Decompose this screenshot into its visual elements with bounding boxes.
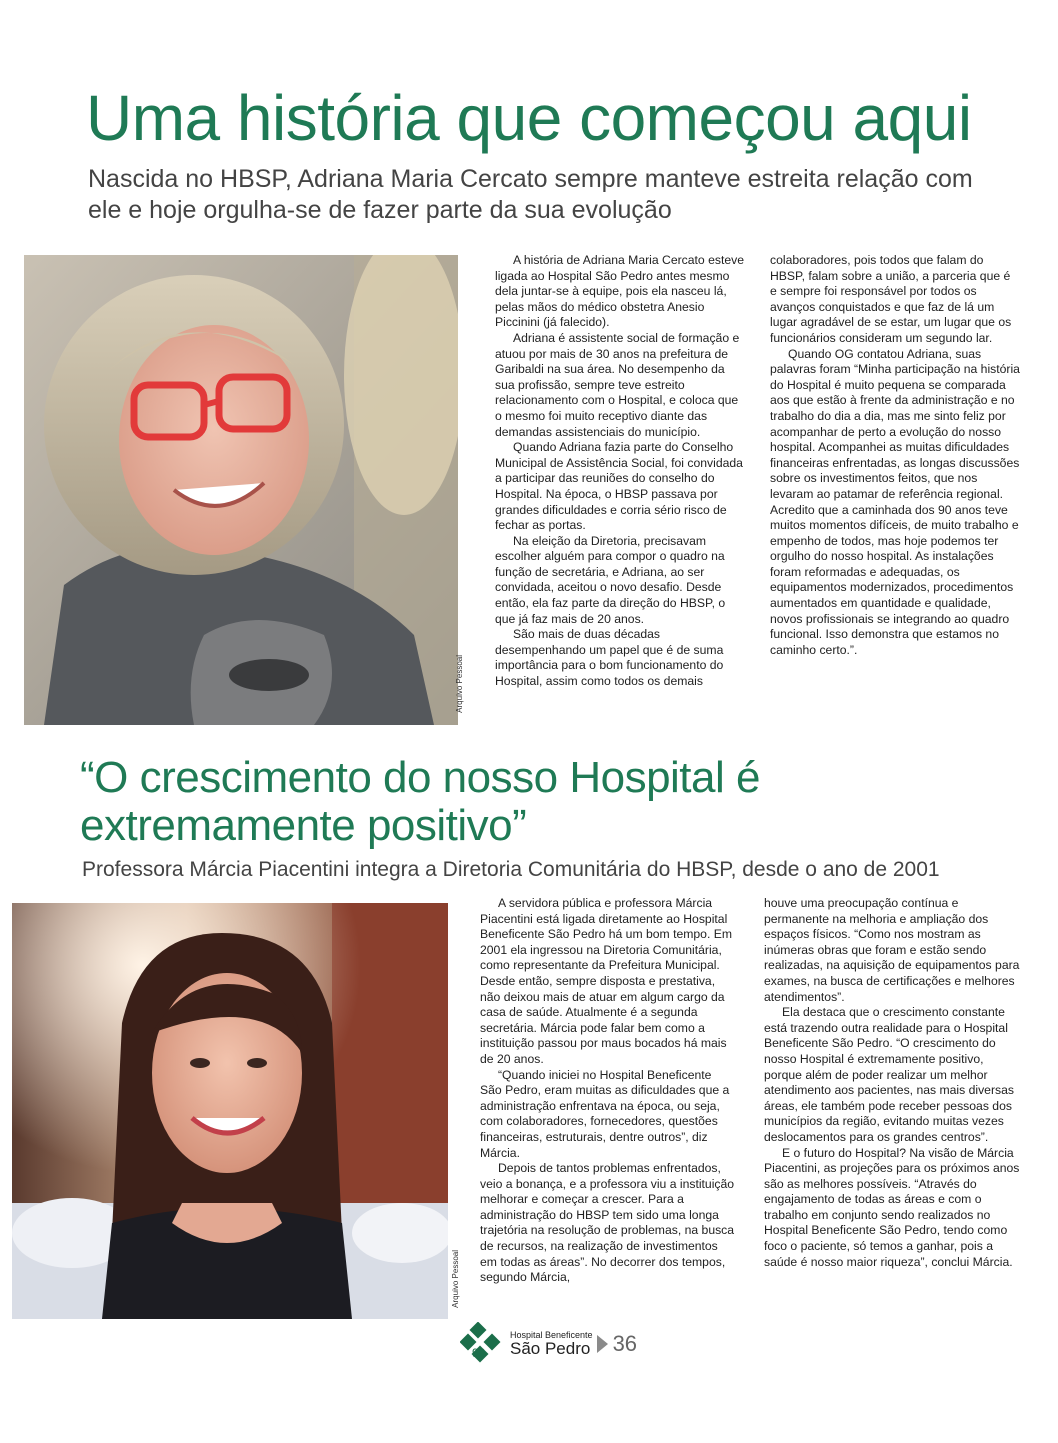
logo-badge: 90	[472, 1346, 486, 1360]
article1-paragraph: São mais de duas décadas desempenhando um papel que é de suma importância para o bom funcionamento do Hospital, assim como todos os demais	[495, 627, 724, 689]
article2-column-1	[480, 896, 736, 1286]
logo-small-text: Hospital Beneficente	[510, 1330, 593, 1340]
article1-paragraph: Adriana é assistente social de formação e atuou por mais de 30 anos na prefeitura de Garibaldi na sua área. No desempenho da sua profissão, sempre teve estreito relacionamento com o Hospital, e coloca que o mesmo foi muito receptivo diante das demandas assistenciais do município.	[495, 330, 740, 439]
article1-paragraph: Quando Adriana fazia parte do Conselho Municipal de Assistência Social, foi convidada a participar das reuniões do conselho do Hospital. Na época, o HBSP passava por grandes dificuldades e corria sério risco de fechar as portas.	[495, 440, 743, 533]
article1-paragraph: Na eleição da Diretoria, precisavam escolher alguém para compor o quadro na função de secretária, e Adriana, ao ser convidada, aceitou o novo desafio. Desde então, ela faz parte da direção do HBSP, o que já faz mais de 20 anos.	[495, 533, 726, 626]
article2-paragraph: Ela destaca que o crescimento constante está trazendo outra realidade para o Hospital Beneficente São Pedro. “O crescimento do nosso Hospital é extremamente positivo, porque além de poder realizar um melhor atendimento aos pacientes, nas mais diversas áreas, ele também pode receber pessoas dos municípios da região, evitando muitas vezes deslocamentos para os grandes centros”.	[764, 1005, 1014, 1144]
article2-headline: “O crescimento do nosso Hospital é extremamente positivo”	[80, 753, 760, 850]
footer	[460, 1322, 637, 1366]
article2-paragraph: E o futuro do Hospital? Na visão de Márcia Piacentini, as projeções para os próximos anos são as melhores possíveis. “Através do engajamento de todas as áreas e com o trabalho em conjunto sendo realizados no Hospital Beneficente São Pedro, tendo como foco o paciente, só temos a ganhar, pois a saúde é nosso maior riqueza”, conclui Márcia.	[764, 1145, 1020, 1269]
article1-paragraph: A história de Adriana Maria Cercato esteve ligada ao Hospital São Pedro antes mesmo dela juntar-se à equipe, pois ela nasceu lá, pelas mãos do médico obstetra Anesio Piccinini (já falecido).	[495, 253, 745, 330]
page-arrow-icon	[597, 1335, 608, 1353]
article1-photo-credit: Arquivo Pessoal	[455, 655, 464, 713]
logo-wordmark	[510, 1331, 593, 1357]
article2-paragraph: Depois de tantos problemas enfrentados, veio a bonança, e a professora viu a instituição melhorar e começar a crescer. Para a administração do HBSP tem sido uma longa trajetória na resolução de problemas, na busca de recursos, na realização de investimentos em todas as áreas”. No decorrer dos tempos, segundo Márcia,	[480, 1161, 735, 1285]
article2-column-2	[764, 896, 1020, 1270]
article1-column-2	[770, 253, 1020, 658]
marcia-photo	[12, 903, 448, 1319]
adriana-photo	[24, 255, 458, 725]
article1-column-1	[495, 253, 745, 690]
article1-paragraph: Quando OG contatou Adriana, suas palavras foram “Minha participação na história do Hospital é muito pequena se comparada aos que estão à frente da administração e no trabalho do dia a dia, mas me sinto feliz por acompanhar de perto a evolução do nosso hospital. Acompanhei as muitas dificuldades financeiras enfrentadas, as longas discussões sobre os investimentos feitos, que nos levaram ao patamar de referência regional. Acredito que a caminhada dos 90 anos teve muitos momentos difíceis, de muito trabalho e empenho de todos, mas hoje podemos ter orgulho do nosso hospital. As instalações foram reformadas e adequadas, os equipamentos modernizados, procedimentos aumentados em quantidade e qualidade, novos profissionais se integrando ao quadro funcional. Isso demonstra que estamos no caminho certo.”.	[770, 346, 1020, 657]
article2-photo-credit: Arquivo Pessoal	[451, 1250, 460, 1308]
article1-paragraph: colaboradores, pois todos que falam do HBSP, falam sobre a união, a parceria que é e sempre foi responsável por todos os avanços conquistados e que faz de lá um lugar agradável de se estar, um lugar que os funcionários consideram um segundo lar.	[770, 253, 1012, 345]
article2-deck: Professora Márcia Piacentini integra a Diretoria Comunitária do HBSP, desde o ano de 2001	[82, 858, 940, 881]
article1-headline: Uma história que começou aqui	[86, 82, 972, 154]
logo-big-text: São Pedro	[510, 1339, 591, 1358]
article2-paragraph: houve uma preocupação contínua e permanente na melhoria e ampliação dos espaços físicos. “Como nos mostram as inúmeras obras que foram e estão sendo realizadas, na aquisição de equipamentos para exames, na busca de certificações e melhores atendimentos”.	[764, 896, 1020, 1004]
article2-paragraph: “Quando iniciei no Hospital Beneficente São Pedro, eram muitas as dificuldades que a administração enfrentava na época, ou seja, com colaboradores, fornecedores, questões financeiras, estruturais, dentre outros”, diz Márcia.	[480, 1067, 730, 1160]
hospital-logo-icon	[460, 1322, 504, 1366]
article1-deck: Nascida no HBSP, Adriana Maria Cercato sempre manteve estreita relação com ele e hoje orgulha-se de fazer parte da sua evolução	[88, 165, 973, 224]
article2-paragraph: A servidora pública e professora Márcia Piacentini está ligada diretamente ao Hospital Beneficente São Pedro há um bom tempo. Em 2001 ela ingressou na Diretoria Comunitária, como representante da Prefeitura Municipal. Desde então, sempre disposta e prestativa, não deixou mais de atuar em algum cargo da casa de saúde. Atualmente é a segunda secretária. Márcia pode falar bem como a instituição passou por maus bocados há mais de 20 anos.	[480, 896, 733, 1066]
page-number: 36	[612, 1331, 638, 1356]
